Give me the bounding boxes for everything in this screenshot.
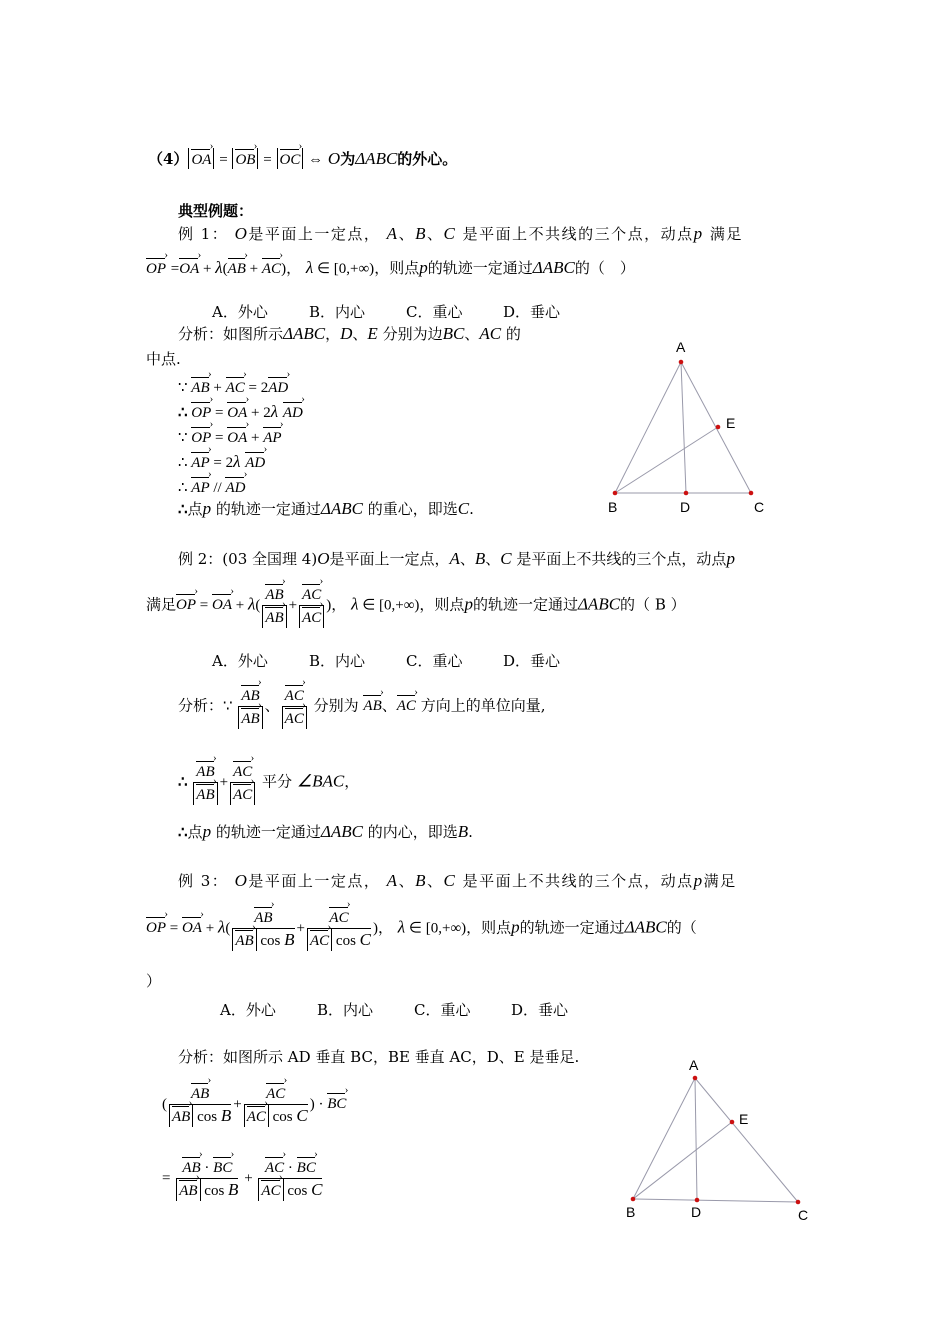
ex1-line2-c: 的（ ） (574, 259, 635, 277)
figure1-median-ad (681, 362, 686, 493)
triangle-figure-2 (615, 1050, 825, 1230)
ex3-line1-b: 是平面上不共线的三个点，动点 (462, 872, 694, 890)
ex2-line2-label: 满足 (146, 595, 177, 614)
ex1-option-d: D．垂心 (503, 303, 561, 321)
figure2-label-b: B (626, 1204, 636, 1220)
ex1-label: 例 1： (178, 225, 229, 243)
section-heading: 典型例题： (178, 202, 254, 220)
ex3-line1-a: 是平面上一定点， (248, 872, 381, 890)
ex1-option-b: B．内心 (309, 303, 366, 321)
ex1-analysis-c: 的 (505, 325, 521, 343)
figure2-lines (633, 1078, 798, 1202)
figure2-label-e: E (739, 1111, 749, 1127)
ex3-label: 例 3： (178, 872, 229, 890)
ex2-line1-b: 是平面上不共线的三个点，动点 (516, 550, 727, 568)
ex3-option-a: A．外心 (220, 1001, 276, 1019)
figure2-point-c (796, 1200, 801, 1205)
ex3-expr1: ( $\frac{AB ›}{\text{AB › cos B}}$ + $\frac{AC ›}{\text{AC › cos C}}$ ) · BC › (162, 1082, 346, 1127)
ex1-analysis-midpoint: 中点. (146, 350, 181, 368)
ex1-step5: ∴ AP › // AD › (178, 476, 245, 497)
ex1-analysis: 分析：如图所示ΔABC，D、E 分别为边BC、AC 的 (178, 324, 521, 343)
figure1-label-b: B (608, 499, 618, 515)
figure2-point-d (695, 1198, 700, 1203)
figure1-point-b (613, 491, 618, 496)
ex3-analysis: 分析：如图所示 AD 垂直 BC，BE 垂直 AC，D、E 是垂足. (178, 1048, 580, 1066)
ex2-options (212, 650, 600, 671)
ex3-expr2: = $\frac{AB › \cdot BC ›}{\text{AB › cos B}}$ + $\frac{AC › \cdot BC ›}{\text{AC › cos C}}$ (162, 1156, 324, 1201)
figure1-side-ab (615, 362, 681, 493)
ex1-step2: ∴ OP › = OA › + 2λ AD › (178, 401, 303, 422)
ex3-option-b: B．内心 (317, 1001, 374, 1019)
figure1-point-a (679, 360, 684, 365)
ex2-conclusion-c: 的内心，即选 (367, 823, 458, 841)
figure1-label-a: A (676, 339, 686, 355)
ex1-step4: ∴ AP › = 2λ AD › (178, 451, 265, 472)
figure1-label-d: D (680, 499, 691, 515)
figure1-label-c: C (754, 499, 765, 515)
ex1-line1: 例 1： O是平面上一定点， A、B、C 是平面上不共线的三个点，动点p 满足 (178, 224, 743, 243)
section4-label: （4） (148, 150, 189, 168)
ex3-line1: 例 3： O是平面上一定点， A、B、C 是平面上不共线的三个点，动点p满足 (178, 871, 737, 890)
ex1-analysis-b: 分别为边 (382, 325, 443, 343)
figure2-point-a (693, 1076, 698, 1081)
ex3-line2-b: 的轨迹一定通过 (519, 918, 625, 937)
figure2-label-d: D (691, 1204, 702, 1220)
ex2-conclusion-b: 的轨迹一定通过 (215, 823, 321, 841)
ex3-line2: OP › = OA › + λ( $\frac{AB ›}{\text{AB › cos B}}$ + $\frac{AC ›}{\text{AC › cos C}}$ )， λ ∈ [0,+∞)，则点p的轨迹一定通过ΔABC的（ (146, 906, 697, 951)
ex1-step3: ∵ OP › = OA › + AP › (178, 426, 282, 447)
figure2-label-a: A (689, 1057, 699, 1073)
figure2-point-b (631, 1197, 636, 1202)
ex3-line3: ） (146, 972, 162, 990)
figure2-altitude-ad (695, 1078, 697, 1200)
ex2-option-b: B．内心 (309, 652, 366, 670)
figure1-point-e (716, 425, 721, 430)
figure2-point-e (730, 1120, 735, 1125)
figure1-label-e: E (726, 415, 736, 431)
figure2-side-ab (633, 1078, 695, 1199)
triangle-figure-1 (600, 338, 800, 518)
ex3-options (220, 999, 608, 1020)
ex1-conclusion-b: 的轨迹一定通过 (215, 500, 321, 518)
ex2-line2: 满足OP › = OA › + λ( $\frac{AB ›}{AB}$ › + $\frac{AC ›}{AC}$ › )， λ ∈ [0,+∞)，则点p的轨迹一定通过ΔABC的（ B ） (146, 583, 686, 628)
ex2-line2-a: ，则点 (419, 595, 465, 614)
ex3-option-c: C．重心 (414, 1001, 471, 1019)
ex1-line2-b: 的轨迹一定通过 (427, 259, 533, 277)
ex1-line1-a: 是平面上一定点， (248, 225, 381, 243)
ex3-line1-c: 满足 (703, 872, 737, 890)
ex2-line2-b: 的轨迹一定通过 (472, 595, 578, 614)
ex2-analysis-a: 分析： (178, 696, 224, 715)
ex1-conclusion-a: 点 (187, 500, 203, 518)
ex1-option-a: A．外心 (212, 303, 268, 321)
ex1-option-c: C．重心 (406, 303, 463, 321)
figure2-altitude-be (633, 1122, 732, 1199)
ex1-options (212, 301, 600, 322)
section4-line: （4） OA › = OB › = OC › ⇔ O为ΔABC的外心。 (148, 148, 457, 169)
ex2-bisect-text: 平分 (262, 772, 293, 791)
ex2-conclusion-a: 点 (187, 823, 203, 841)
ex2-option-d: D．垂心 (503, 652, 561, 670)
ex2-option-a: A．外心 (212, 652, 268, 670)
ex2-line2-c: 的（ B ） (620, 595, 686, 614)
ex1-conclusion: ∴点p 的轨迹一定通过ΔABC 的重心，即选C. (178, 499, 474, 518)
figure1-point-c (749, 491, 754, 496)
ex3-line2-c: 的（ (666, 918, 697, 937)
ex3-line2-a: ，则点 (466, 918, 512, 937)
ex1-analysis-a: 分析：如图所示 (178, 325, 284, 343)
ex2-analysis: 分析：∵ $\frac{AB ›}{AB}$ › 、 $\frac{AC ›}{AC}$ › 分别为 AB ›、AC › 方向上的单位向量, (178, 684, 545, 729)
ex1-line1-c: 满足 (709, 225, 743, 243)
ex1-line2-a: ，则点 (374, 259, 420, 277)
ex1-conclusion-c: 的重心，即选 (367, 500, 458, 518)
ex2-conclusion: ∴点p 的轨迹一定通过ΔABC 的内心，即选B. (178, 822, 473, 841)
ex1-line1-b: 是平面上不共线的三个点，动点 (462, 225, 694, 243)
ex1-step1: ∵ AB › + AC › = 2AD › (178, 376, 288, 397)
figure2-side-ac (695, 1078, 798, 1202)
section4-tail: 为 (340, 150, 356, 168)
figure2-label-c: C (798, 1207, 809, 1223)
figure1-median-be (615, 427, 718, 493)
ex2-line1-a: 是平面上一定点， (329, 550, 450, 568)
ex2-bisect: ∴ $\frac{AB ›}{AB}$ › + $\frac{AC ›}{AC}$ › 平分 ∠BAC， (178, 760, 359, 805)
ex2-analysis-b: 分别为 (313, 696, 359, 715)
ex1-line2: OP › =OA › + λ(AB › + AC ›)， λ ∈ [0,+∞)，则点p的轨迹一定通过ΔABC的（ ） (146, 257, 635, 278)
ex3-option-d: D．垂心 (511, 1001, 569, 1019)
section4-tail2: 的外心。 (397, 150, 458, 168)
figure1-point-d (684, 491, 689, 496)
ex2-option-c: C．重心 (406, 652, 463, 670)
ex2-line1: 例 2：(03 全国理 4)O是平面上一定点，A、B、C 是平面上不共线的三个点，动点p (178, 549, 735, 568)
ex2-label: 例 2：(03 全国理 4) (178, 550, 318, 568)
figure2-side-bc (633, 1199, 798, 1202)
ex2-analysis-c: 方向上的单位向量, (420, 696, 546, 715)
figure2-points (631, 1076, 801, 1205)
